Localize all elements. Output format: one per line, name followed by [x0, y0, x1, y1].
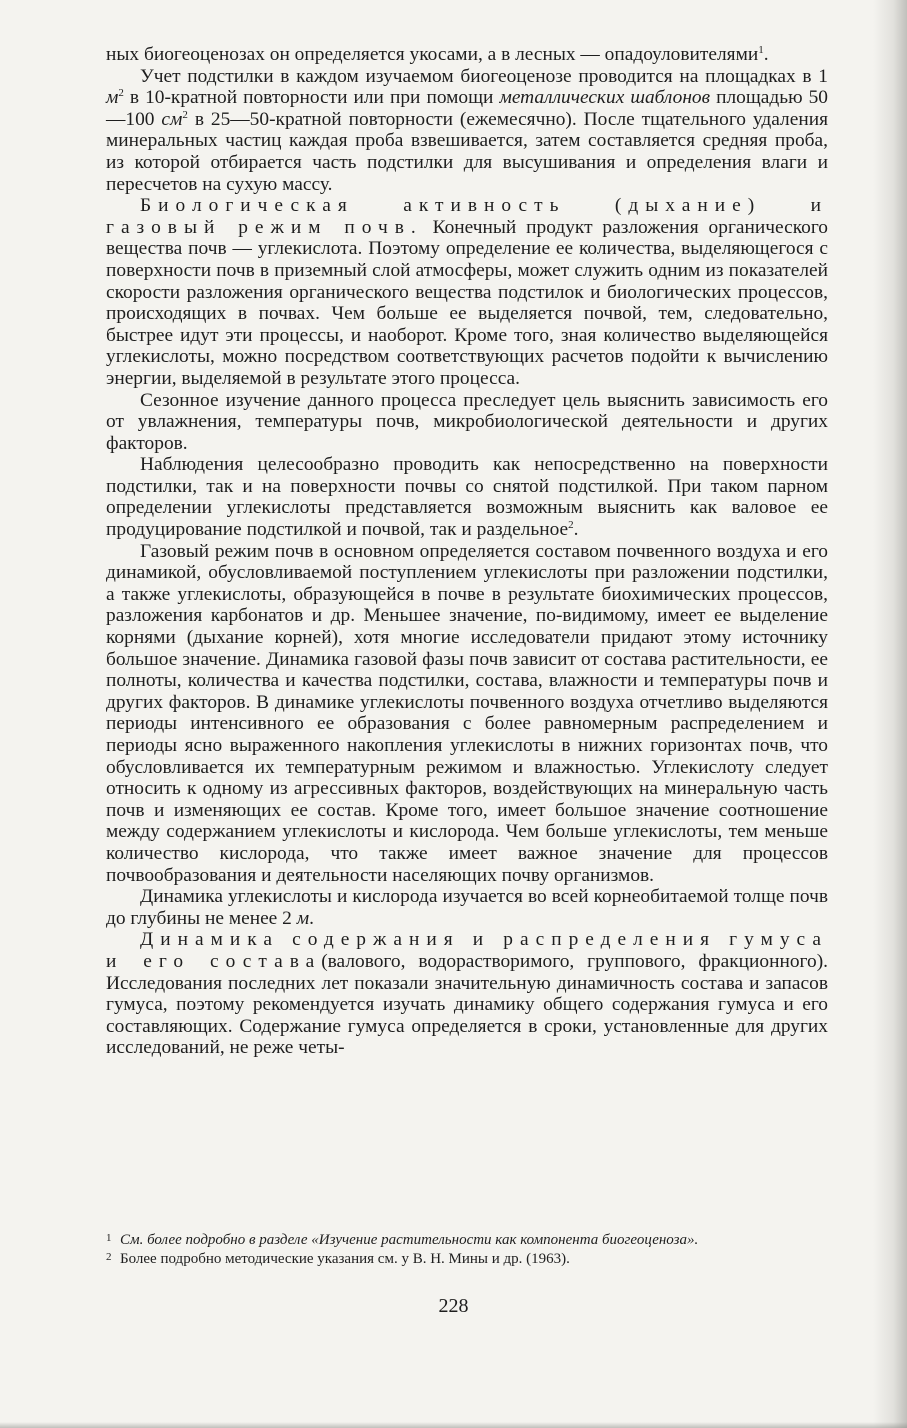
italic-phrase: металлических шаблонов: [499, 87, 711, 109]
paragraph-text: в 25—50-кратной повторности (ежемесячно). После тщательного удаления минеральных частиц каждая проба взвешивается, затем составляется средняя проба, из которой отбирается часть подстилки для высушивания и определения влаги и пересчетов на сухую массу.: [106, 108, 828, 195]
exponent: 2: [182, 108, 188, 121]
paragraph-biological-activity: [106, 195, 828, 389]
paragraph-text: в 10-кратной повторности или при помощи: [123, 87, 500, 109]
footnote: [106, 1251, 828, 1268]
footnotes: [106, 1232, 828, 1270]
footnote-mark: 2: [106, 1251, 112, 1263]
paragraph-co2-dynamics: [106, 886, 828, 929]
scan-edge-shadow: [873, 0, 907, 1428]
page-number: 228: [438, 1295, 469, 1317]
footnote-text: Более подробно методические указания см. у В. Н. Мины и др. (1963).: [120, 1251, 570, 1267]
paragraph-text: ных биогеоценозах он определяется укосами, а в лесных — опадоуловителями: [106, 44, 759, 65]
scan-bottom-shadow: [0, 1422, 907, 1428]
paragraph-end: .: [309, 907, 314, 929]
paragraph-text: Наблюдения целесообразно проводить как непосредственно на поверхности подстилки, так и на поверхности почвы со снятой подстилкой. При таком парном определении углекислоты представляется возможным выяснить как валовое ее продуцирование подстилкой и почвой, так и раздельное: [106, 454, 828, 541]
paragraph-text: Конечный продукт разложения органического вещества почв — углекислота. Поэтому определение ее количества, выделяющегося с поверхности почв в приземный слой атмосферы, может служить одним из показателей скорости разложения органического вещества подстилок и биологических процессов, происходящих в почвах. Чем больше ее выделяется почвой, тем, следовательно, быстрее идут эти процессы, и наоборот. Кроме того, зная количество выделяющейся углекислоты, можно посредством соответствующих расчетов подойти к вычислению энергии, выделяемой в результате этого процесса.: [106, 216, 828, 389]
paragraph-text: Газовый режим почв в основном определяется составом почвенного воздуха и его динамикой, обусловливаемой поступлением углекислоты при разложении подстилки, а также углекислоты, образующейся в почве в результате биохимических процессов, разложения карбонатов и др. Меньшее значение, по-видимому, имеет ее выделение корнями (дыхание корней), хотя многие исследователи придают этому источнику большое значение. Динамика газовой фазы почв зависит от состава растительности, ее полноты, количества и качества подстилки, состава, влажности и температуры почв и других факторов. В динамике углекислоты почвенного воздуха отчетливо выделяются периоды интенсивного ее образования с более равномерным распределением и периоды ясно выраженного накопления углекислоты в нижних горизонтах почв, что обусловливается их температурным режимом и влажностью. Углекислоту следует относить к одному из агрессивных факторов, воздействующих на минеральную часть почв и изменяющих ее состав. Кроме того, имеет большое значение соотношение между содержанием углекислоты и кислорода. Чем больше углекислоты, тем меньше количество кислорода, что также имеет важное значение для процессов почвообразования и деятельности населяющих почву организмов.: [106, 540, 828, 886]
paragraph-text: площадью 50—100: [106, 87, 828, 130]
exponent: 2: [118, 87, 124, 100]
paragraph-humus-dynamics: [106, 929, 828, 1059]
paragraph-end: .: [763, 44, 769, 65]
paragraph-litter-accounting: [106, 66, 828, 196]
section-run-in-heading: Динамика содержания и распределения гумуса и его состава: [106, 929, 828, 972]
paragraph-text: Учет подстилки в каждом изучаемом биогеоценозе проводится на площадках в 1: [140, 65, 828, 87]
paragraph-observations: [106, 454, 828, 540]
paragraph-text: Динамика углекислоты и кислорода изучается во всей корнеобитаемой толще почв до глубины не менее 2: [106, 886, 828, 929]
unit-label: м: [106, 87, 119, 109]
unit-label: м: [296, 907, 310, 929]
paragraph-gas-regime: [106, 541, 828, 887]
paragraph-seasonal-study: [106, 390, 828, 455]
footnote-mark: 1: [106, 1232, 112, 1244]
section-run-in-heading: Биологическая активность (дыхание) и газовый режим почв.: [106, 195, 828, 238]
unit-label: см: [161, 108, 183, 130]
footnote-text: См. более подробно в разделе «Изучение растительности как компонента биогеоценоза».: [120, 1232, 699, 1248]
footnote-ref: 1: [758, 44, 764, 56]
paragraph-continued: [106, 44, 828, 66]
paragraph-text: Сезонное изучение данного процесса преследует цель выяснить зависимость его от увлажнения, температуры почв, микробиологической деятельности и других факторов.: [106, 389, 828, 454]
paragraph-end: .: [573, 519, 579, 541]
footnote: [106, 1232, 828, 1249]
main-text: [106, 44, 828, 1059]
paragraph-text: (валового, водорастворимого, группового, фракционного). Исследования последних лет показали значительную динамичность состава и запасов гумуса, поэтому рекомендуется изучать динамику общего содержания гумуса и его составляющих. Содержание гумуса определяется в сроки, установленные для других исследований, не реже четы-: [106, 950, 828, 1059]
footnote-ref: 2: [568, 519, 574, 532]
